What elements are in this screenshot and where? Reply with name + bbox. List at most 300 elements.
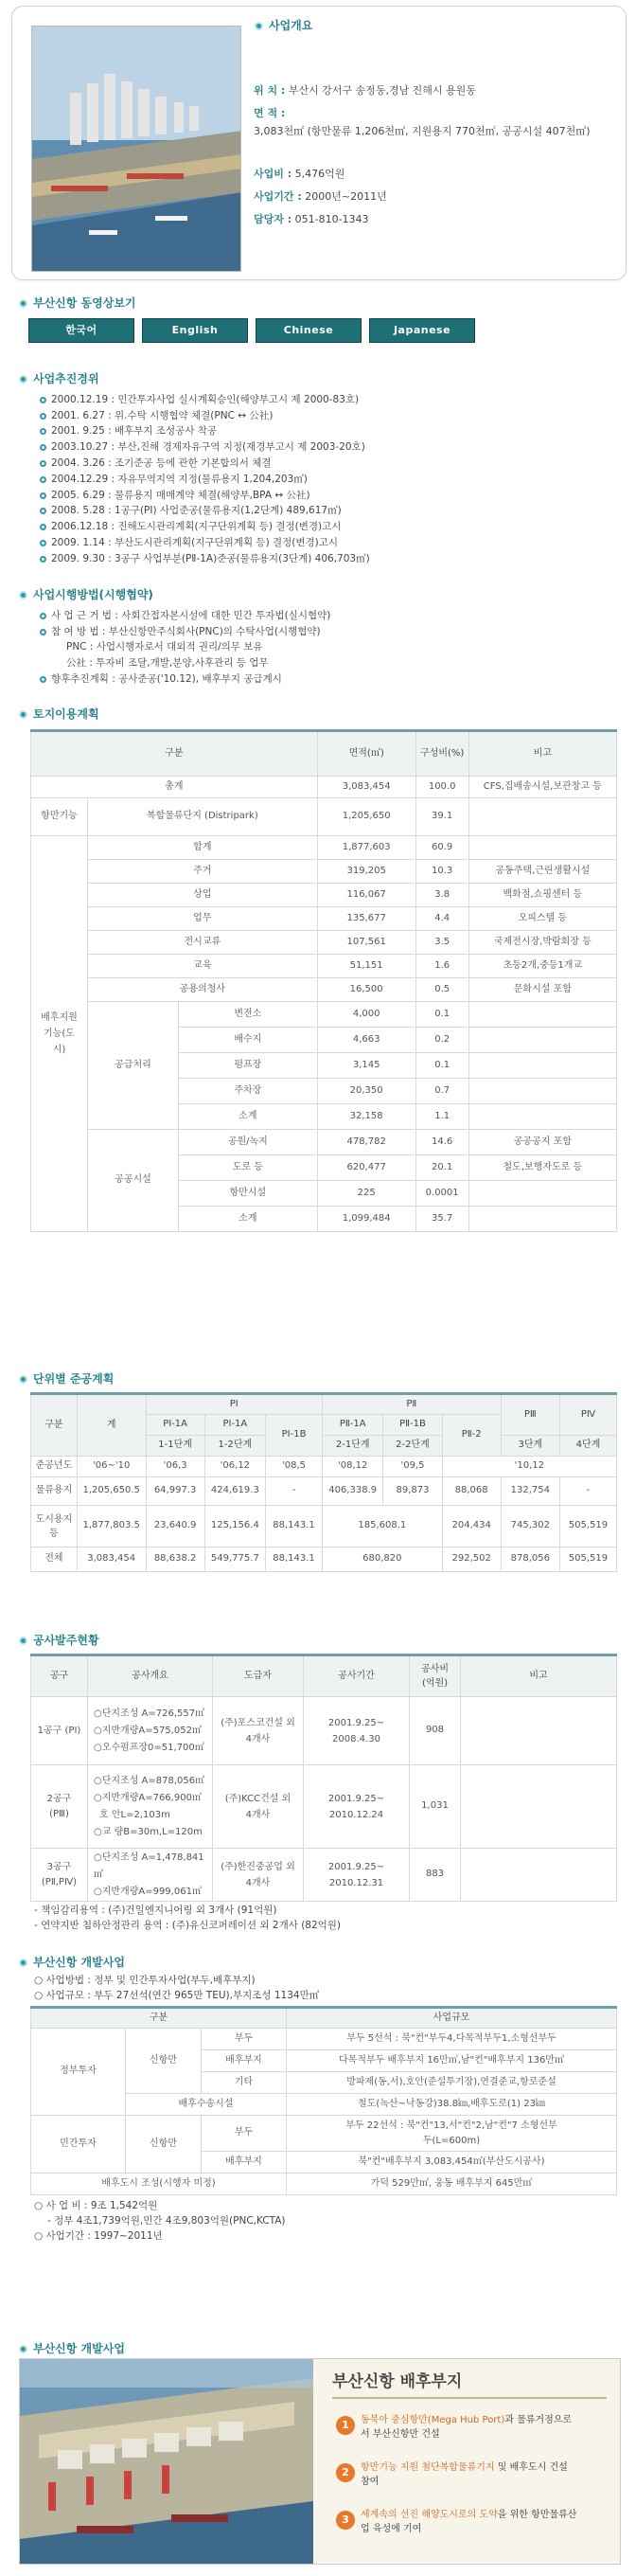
cell: 방파제(동,서),호안(준설투기장),연결준교,항로준설 bbox=[287, 2072, 617, 2094]
port-aerial-image bbox=[32, 27, 241, 272]
list-dot-icon bbox=[40, 476, 46, 483]
cell: 478,782 bbox=[317, 1130, 415, 1155]
cell: 1,205,650 bbox=[317, 798, 415, 836]
note-line: - 책임감리용역 : (주)건일엔지니어링 외 3개사 (91억원) bbox=[34, 1905, 277, 1916]
banner-divider bbox=[332, 2397, 607, 2399]
col-header: 3단계 bbox=[501, 1436, 559, 1457]
cell: 배후지원기능(도시) bbox=[31, 836, 88, 1232]
overview-location: 위 치 : 부산시 강서구 송정동,경남 진해시 용원동 bbox=[254, 84, 476, 97]
cell: 88,638.2 bbox=[146, 1547, 204, 1572]
summary-line: ○ 사 업 비 : 9조 1,542억원 bbox=[34, 2200, 158, 2211]
cell: 20,350 bbox=[317, 1079, 415, 1104]
cell bbox=[461, 1849, 617, 1902]
cell bbox=[468, 1207, 616, 1232]
cell: 주거 bbox=[88, 860, 318, 884]
phase-title: 단위별 준공계획 bbox=[19, 1371, 114, 1387]
cell: 35.7 bbox=[415, 1207, 468, 1232]
overview-cost: 사업비 : 5,476억원 bbox=[254, 168, 345, 180]
list-dot-icon bbox=[40, 508, 46, 514]
col-header: 비고 bbox=[468, 731, 616, 777]
cell: 배후도시 조성(시행자 미정) bbox=[31, 2174, 287, 2195]
cell: 4,000 bbox=[317, 1002, 415, 1028]
table-row bbox=[31, 1506, 617, 1547]
list-dot-icon bbox=[40, 613, 46, 619]
history-item: 2003.10.27 : 부산,진해 경제자유구역 지정(재경부고시 제 2003-20호) bbox=[40, 439, 370, 456]
overview-contact: 담당자 : 051-810-1343 bbox=[254, 213, 369, 225]
cell: 1,877,803.5 bbox=[77, 1506, 146, 1547]
history-item: 2006.12.18 : 진해도시관리계획(지구단위계획 등) 결정(변경)고시 bbox=[40, 519, 370, 535]
overview-area: 3,083천㎡ (항만물류 1,206천㎡, 지원용지 770천㎡, 공공시설 407천㎡) bbox=[254, 125, 591, 137]
summary-line: ○ 사업규모 : 부두 27선석(연간 965만 TEU),부지조성 1134만㎡ bbox=[34, 1990, 320, 2001]
col-header: 1-2단계 bbox=[204, 1436, 265, 1457]
cell: 초등2개,중등1개교 bbox=[468, 955, 616, 978]
cell: 부두 bbox=[202, 2029, 287, 2050]
history-title: 사업추진경위 bbox=[19, 371, 99, 387]
list-dot-icon bbox=[40, 629, 46, 635]
cell bbox=[88, 1697, 213, 1765]
history-item: 2008. 5.28 : 1공구(PI) 사업준공(물류용지(1,2단계) 489,617㎡) bbox=[40, 504, 370, 520]
desc-line: ○오수펌프장0=51,700㎡ bbox=[94, 1742, 204, 1753]
cell: 기타 bbox=[202, 2072, 287, 2094]
cell bbox=[468, 798, 616, 836]
overview-card bbox=[11, 6, 627, 280]
section-bullet-icon bbox=[255, 22, 263, 30]
cell: 0.2 bbox=[415, 1028, 468, 1053]
table-row bbox=[31, 2029, 617, 2050]
cell: 3,145 bbox=[317, 1053, 415, 1079]
cell: 424,619.3 bbox=[204, 1477, 265, 1506]
newport-summary bbox=[34, 1974, 319, 2004]
cell: 3공구 (PⅡ,PⅣ) bbox=[31, 1849, 88, 1902]
cell: 부두 bbox=[202, 2116, 287, 2152]
cell: 88,143.1 bbox=[266, 1547, 323, 1572]
cell: 132,754 bbox=[501, 1477, 559, 1506]
table-row bbox=[31, 1697, 617, 1765]
cell: 319,205 bbox=[317, 860, 415, 884]
table-row bbox=[31, 978, 617, 1002]
list-dot-icon bbox=[40, 444, 46, 451]
cell: 745,302 bbox=[501, 1506, 559, 1547]
cell: '09,5 bbox=[383, 1457, 442, 1477]
cell: 20.1 bbox=[415, 1155, 468, 1181]
col-header: 구분 bbox=[31, 2008, 287, 2029]
cell: 공원/녹지 bbox=[179, 1130, 318, 1155]
table-row bbox=[31, 777, 617, 798]
cell: 도로 등 bbox=[179, 1155, 318, 1181]
summary-line: - 정부 4조1,739억원,민간 4조9,803억원(PNC,KCTA) bbox=[47, 2215, 286, 2227]
newport-table bbox=[30, 2006, 617, 2195]
cell: 505,519 bbox=[559, 1506, 616, 1547]
col-header: 구성비(%) bbox=[415, 731, 468, 777]
table-row bbox=[31, 1849, 617, 1902]
col-header: 공사기간 bbox=[304, 1655, 410, 1697]
method-item: 향후추진계획 : 공사준공('10.12), 배후부지 공급계시 bbox=[40, 671, 330, 688]
cell: 100.0 bbox=[415, 777, 468, 798]
col-header: 계 bbox=[77, 1394, 146, 1457]
cell: (주)KCC건설 외 4개사 bbox=[213, 1765, 304, 1849]
cell: 항만기능 bbox=[31, 798, 88, 836]
col-header: PⅣ bbox=[559, 1394, 616, 1436]
list-dot-icon bbox=[40, 540, 46, 546]
method-item: 참 여 방 법 : 부산신항만주식회사(PNC)의 수탁사업(시행협약) bbox=[40, 624, 330, 640]
cell: 505,519 bbox=[559, 1547, 616, 1572]
cell: 공급처리 bbox=[88, 1002, 179, 1130]
cell: 소계 bbox=[179, 1207, 318, 1232]
cell: 3.5 bbox=[415, 931, 468, 955]
cell: 51,151 bbox=[317, 955, 415, 978]
cell: 오피스텔 등 bbox=[468, 907, 616, 931]
cell: 1.6 bbox=[415, 955, 468, 978]
cell: 185,608.1 bbox=[323, 1506, 443, 1547]
cell bbox=[468, 1104, 616, 1130]
banner-item: 항만기능 지원 첨단복합물류기지 및 배후도시 건설 참여 bbox=[361, 2462, 568, 2487]
cell: 883 bbox=[410, 1849, 461, 1902]
col-header: 구분 bbox=[31, 1394, 78, 1457]
cell: 철도(녹산~낙동강)38.8㎞,배후도로(1) 23㎞ bbox=[287, 2094, 617, 2116]
cell: 0.1 bbox=[415, 1053, 468, 1079]
cell: 3,083,454 bbox=[77, 1547, 146, 1572]
note-line: - 연약지반 침하안정관리 용역 : (주)유신코퍼레이션 외 2개사 (82억원) bbox=[34, 1920, 342, 1931]
cell: 2공구 (PⅢ) bbox=[31, 1765, 88, 1849]
cell: 배후수송시설 bbox=[126, 2094, 287, 2116]
history-item: 2005. 6.29 : 물류용지 매매계약 체결(해양부,BPA ↔ 公社) bbox=[40, 488, 370, 504]
cell: 부두 5선석 : 북"컨"부두4,다목적부두1,소형선부두 bbox=[287, 2029, 617, 2050]
history-item: 2004. 3.26 : 조기준공 등에 관한 기본합의서 체결 bbox=[40, 456, 370, 472]
cell: 406,338.9 bbox=[323, 1477, 383, 1506]
cell: 878,056 bbox=[501, 1547, 559, 1572]
section-bullet-icon bbox=[19, 1959, 27, 1967]
cell: 4.4 bbox=[415, 907, 468, 931]
col-header: 공사개요 bbox=[88, 1655, 213, 1697]
cell: 백화점,쇼핑센터 등 bbox=[468, 884, 616, 907]
table-header-row bbox=[31, 1394, 617, 1415]
cell: 준공년도 bbox=[31, 1457, 78, 1477]
land-title: 토지이용계획 bbox=[19, 707, 99, 723]
overview-period: 사업기간 : 2000년~2011년 bbox=[254, 190, 387, 203]
cell: 상업 bbox=[88, 884, 318, 907]
cell: 도시용지등 bbox=[31, 1506, 78, 1547]
cell: - bbox=[266, 1477, 323, 1506]
col-header: PⅠ-1B bbox=[266, 1415, 323, 1457]
cell bbox=[468, 1181, 616, 1207]
history-item: 2004.12.29 : 자유무역지역 지정(물류용지 1,204,203㎡) bbox=[40, 472, 370, 488]
desc-line: ○단지조성 A=1,478,841㎡ bbox=[94, 1852, 204, 1880]
cell bbox=[468, 1079, 616, 1104]
col-header: 도급자 bbox=[213, 1655, 304, 1697]
section-bullet-icon bbox=[19, 591, 27, 599]
cell: 공용의청사 bbox=[88, 978, 318, 1002]
cell: 10.3 bbox=[415, 860, 468, 884]
cell: 물류용지 bbox=[31, 1477, 78, 1506]
col-header: 면적(㎡) bbox=[317, 731, 415, 777]
section-bullet-icon bbox=[19, 375, 27, 384]
cell: - bbox=[559, 1477, 616, 1506]
col-header: 공사비(억원) bbox=[410, 1655, 461, 1697]
cell: '06~'10 bbox=[77, 1457, 146, 1477]
cell: '06,3 bbox=[146, 1457, 204, 1477]
cell bbox=[468, 836, 616, 860]
cell: 116,067 bbox=[317, 884, 415, 907]
table-row bbox=[31, 798, 617, 836]
cell: 총계 bbox=[31, 777, 318, 798]
table-row bbox=[31, 1477, 617, 1506]
method-item: 사 업 근 거 법 : 사회간접자본시설에 대한 민간 투자법(실시협약) bbox=[40, 608, 330, 624]
cell: 배후부지 bbox=[202, 2050, 287, 2072]
cell: 1,877,603 bbox=[317, 836, 415, 860]
col-header: PⅠ-1A bbox=[146, 1415, 204, 1436]
col-header: 2-2단계 bbox=[383, 1436, 442, 1457]
table-row bbox=[31, 931, 617, 955]
list-dot-icon bbox=[40, 524, 46, 530]
desc-line: ○지반개량A=999,061㎡ bbox=[94, 1886, 202, 1897]
cell: 복합물류단지 (Distripark) bbox=[88, 798, 318, 836]
cell: 60.9 bbox=[415, 836, 468, 860]
cell: 전시교류 bbox=[88, 931, 318, 955]
cell: 292,502 bbox=[442, 1547, 501, 1572]
cell bbox=[468, 1028, 616, 1053]
cell: 펌프장 bbox=[179, 1053, 318, 1079]
cell: '08,12 bbox=[323, 1457, 383, 1477]
section-bullet-icon bbox=[19, 299, 27, 308]
cell: 배후부지 bbox=[202, 2152, 287, 2174]
cell: 0.7 bbox=[415, 1079, 468, 1104]
video-english-button[interactable]: English bbox=[142, 318, 248, 343]
cell: 문화시설 포함 bbox=[468, 978, 616, 1002]
table-row bbox=[31, 955, 617, 978]
history-item: 2001. 6.27 : 위.수탁 시행협약 체결(PNC ↔ 公社) bbox=[40, 408, 370, 424]
section-bullet-icon bbox=[19, 1375, 27, 1384]
video-japanese-button[interactable]: Japanese bbox=[369, 318, 475, 343]
summary-line: ○ 사업기간 : 1997~2011년 bbox=[34, 2230, 163, 2242]
cell: 0.0001 bbox=[415, 1181, 468, 1207]
cell: 부두 22선석 : 북"컨"13,서"컨"2,남"컨"7 소형선부두(L=600m) bbox=[287, 2116, 617, 2152]
overview-area-label-row: 면 적 : bbox=[254, 107, 286, 119]
list-dot-icon bbox=[40, 676, 46, 683]
section-bullet-icon bbox=[19, 2345, 27, 2353]
cell: 배수지 bbox=[179, 1028, 318, 1053]
cell: 1.1 bbox=[415, 1104, 468, 1130]
overview-title: 사업개요 bbox=[255, 18, 312, 34]
history-item: 2009. 9.30 : 3공구 사업부분(PⅡ-1A)준공(물류용지(3단계) 406,703㎡) bbox=[40, 551, 370, 567]
method-subitem: 公社 : 투자비 조달,개발,분양,사후관리 등 업무 bbox=[66, 657, 269, 670]
table-row bbox=[31, 1547, 617, 1572]
cell: '10,12 bbox=[442, 1457, 616, 1477]
cell bbox=[461, 1765, 617, 1849]
table-row bbox=[31, 2174, 617, 2195]
newport-banner bbox=[19, 2358, 621, 2565]
cell: 공동주택,근린생활시설 bbox=[468, 860, 616, 884]
col-header: 2-1단계 bbox=[323, 1436, 383, 1457]
cell: 88,068 bbox=[442, 1477, 501, 1506]
phase-table bbox=[30, 1392, 617, 1572]
col-header: PⅠ-1A bbox=[204, 1415, 265, 1436]
cell: 0.5 bbox=[415, 978, 468, 1002]
cell: '06,12 bbox=[204, 1457, 265, 1477]
cell: 225 bbox=[317, 1181, 415, 1207]
col-header: PⅢ bbox=[501, 1394, 559, 1436]
col-header: PⅡ-1B bbox=[383, 1415, 442, 1436]
order-title: 공사발주현황 bbox=[19, 1633, 99, 1649]
cell: 125,156.4 bbox=[204, 1506, 265, 1547]
cell bbox=[461, 1697, 617, 1765]
col-header: 1-1단계 bbox=[146, 1436, 204, 1457]
cell: 204,434 bbox=[442, 1506, 501, 1547]
table-row bbox=[31, 1765, 617, 1849]
cell: 신항만 bbox=[126, 2116, 202, 2174]
cell: 공공시설 bbox=[88, 1130, 179, 1232]
method-title: 사업시행방법(시행협약) bbox=[19, 587, 153, 603]
table-row bbox=[31, 1457, 617, 1477]
cell: 1,031 bbox=[410, 1765, 461, 1849]
banner-number-badge: 2 bbox=[336, 2463, 355, 2482]
cell: 철도,보행자도로 등 bbox=[468, 1155, 616, 1181]
cell: 3,083,454 bbox=[317, 777, 415, 798]
table-row bbox=[31, 836, 617, 860]
method-list bbox=[40, 608, 330, 688]
cell: 549,775.7 bbox=[204, 1547, 265, 1572]
desc-line: ○단지조성 A=726,557㎡ bbox=[94, 1708, 205, 1719]
cell: 공공공지 포함 bbox=[468, 1130, 616, 1155]
banner-number-badge: 1 bbox=[336, 2416, 355, 2435]
list-dot-icon bbox=[40, 492, 46, 499]
cell: 14.6 bbox=[415, 1130, 468, 1155]
banner-heading: 부산신항 배후부지 bbox=[332, 2372, 463, 2391]
list-dot-icon bbox=[40, 428, 46, 435]
table-row bbox=[31, 860, 617, 884]
cell: 23,640.9 bbox=[146, 1506, 204, 1547]
newport-title: 부산신항 개발사업 bbox=[19, 1955, 125, 1971]
cell: 32,158 bbox=[317, 1104, 415, 1130]
cell: 교육 bbox=[88, 955, 318, 978]
section-bullet-icon bbox=[19, 710, 27, 719]
cell: '08,5 bbox=[266, 1457, 323, 1477]
table-row bbox=[31, 2116, 617, 2152]
cell: 신항만 bbox=[126, 2029, 202, 2094]
list-dot-icon bbox=[40, 413, 46, 420]
cell: 2001.9.25~ 2008.4.30 bbox=[304, 1697, 410, 1765]
cell: 합계 bbox=[88, 836, 318, 860]
table-row bbox=[31, 1002, 617, 1028]
video-title: 부산신항 동영상보기 bbox=[19, 295, 136, 312]
table-row bbox=[31, 907, 617, 931]
cell: 908 bbox=[410, 1697, 461, 1765]
desc-line: 호 안L=2,103m bbox=[99, 1809, 170, 1820]
newport-bottom bbox=[34, 2199, 286, 2245]
col-header: PⅡ-1A bbox=[323, 1415, 383, 1436]
cell: 680,820 bbox=[323, 1547, 443, 1572]
cell: 민간투자 bbox=[31, 2116, 126, 2174]
overview-photo bbox=[31, 26, 241, 272]
col-header: PⅠ bbox=[146, 1394, 323, 1415]
list-dot-icon bbox=[40, 397, 46, 403]
desc-line: ○지반개량A=575,052㎡ bbox=[94, 1725, 202, 1736]
cell: 1,099,484 bbox=[317, 1207, 415, 1232]
method-subitem: PNC : 사업시행자로서 대외적 권리/의무 보유 bbox=[66, 641, 263, 653]
cell: 4,663 bbox=[317, 1028, 415, 1053]
banner-section-title: 부산신항 개발사업 bbox=[19, 2341, 125, 2357]
cell: CFS,집배송시설,보관창고 등 bbox=[468, 777, 616, 798]
cell: 16,500 bbox=[317, 978, 415, 1002]
cell: 주차장 bbox=[179, 1079, 318, 1104]
cell: 39.1 bbox=[415, 798, 468, 836]
cell: 2001.9.25~ 2010.12.24 bbox=[304, 1765, 410, 1849]
order-table bbox=[30, 1654, 617, 1902]
table-row bbox=[31, 884, 617, 907]
cell bbox=[468, 1053, 616, 1079]
history-item: 2009. 1.14 : 부산도시관리계획(지구단위계획 등) 결정(변경)고시 bbox=[40, 535, 370, 551]
cell bbox=[468, 1002, 616, 1028]
cell: 업무 bbox=[88, 907, 318, 931]
col-header: 4단계 bbox=[559, 1436, 616, 1457]
history-item: 2001. 9.25 : 배후부지 조성공사 착공 bbox=[40, 424, 370, 440]
col-header: 구분 bbox=[31, 731, 318, 777]
cell: 항만시설 bbox=[179, 1181, 318, 1207]
cell: 1,205,650.5 bbox=[77, 1477, 146, 1506]
cell: 107,561 bbox=[317, 931, 415, 955]
table-header-row bbox=[31, 731, 617, 777]
video-korean-button[interactable]: 한국어 bbox=[28, 318, 134, 343]
cell: 89,873 bbox=[383, 1477, 442, 1506]
history-list bbox=[40, 392, 370, 567]
col-header: PⅡ-2 bbox=[442, 1415, 501, 1457]
cell: 북"컨"배후부지 3,083,454㎡(부산도시공사) bbox=[287, 2152, 617, 2174]
cell: 국제전시장,박람회장 등 bbox=[468, 931, 616, 955]
col-header: 공구 bbox=[31, 1655, 88, 1697]
cell: 변전소 bbox=[179, 1002, 318, 1028]
cell: 3.8 bbox=[415, 884, 468, 907]
cell: 다목적부두 배후부지 16만㎡,남"컨"배후부지 136만㎡ bbox=[287, 2050, 617, 2072]
desc-line: ○단지조성 A=878,056㎡ bbox=[94, 1775, 205, 1786]
table-header-row bbox=[31, 1655, 617, 1697]
banner-item: 세계속의 선진 해양도시로의 도약을 위한 항만물류산업 육성에 기여 bbox=[361, 2510, 577, 2534]
table-header-row bbox=[31, 2008, 617, 2029]
cell: 정부투자 bbox=[31, 2029, 126, 2116]
order-notes bbox=[34, 1904, 341, 1934]
desc-line: ○교 량B=30m,L=120m bbox=[94, 1826, 203, 1837]
cell: 소계 bbox=[179, 1104, 318, 1130]
banner-number-badge: 3 bbox=[336, 2511, 355, 2530]
cell: 620,477 bbox=[317, 1155, 415, 1181]
cell: 64,997.3 bbox=[146, 1477, 204, 1506]
cell: (주)포스코건설 외 4개사 bbox=[213, 1697, 304, 1765]
desc-line: ○지반개량A=766,900㎡ bbox=[94, 1792, 202, 1803]
col-header: PⅡ bbox=[323, 1394, 502, 1415]
history-item: 2000.12.19 : 민간투자사업 실시계획승인(해양부고시 제 2000-83호) bbox=[40, 392, 370, 408]
cell: 88,143.1 bbox=[266, 1506, 323, 1547]
banner-port-image bbox=[20, 2359, 313, 2564]
col-header: 비고 bbox=[461, 1655, 617, 1697]
cell: 0.1 bbox=[415, 1002, 468, 1028]
cell: 1공구 (PⅠ) bbox=[31, 1697, 88, 1765]
list-dot-icon bbox=[40, 556, 46, 563]
cell bbox=[88, 1765, 213, 1849]
cell: 2001.9.25~ 2010.12.31 bbox=[304, 1849, 410, 1902]
cell: (주)한진중공업 외 4개사 bbox=[213, 1849, 304, 1902]
col-header: 사업규모 bbox=[287, 2008, 617, 2029]
summary-line: ○ 사업방법 : 정부 및 민간투자사업(부두,배후부지) bbox=[34, 1975, 256, 1986]
video-chinese-button[interactable]: Chinese bbox=[256, 318, 362, 343]
cell: 135,677 bbox=[317, 907, 415, 931]
port-illustration-image bbox=[20, 2359, 313, 2564]
cell bbox=[88, 1849, 213, 1902]
banner-item: 동북아 중심항만(Mega Hub Port)과 물류거점으로서 부산신항만 건설 bbox=[361, 2415, 573, 2440]
cell: 전체 bbox=[31, 1547, 78, 1572]
section-bullet-icon bbox=[19, 1637, 27, 1645]
cell: 가덕 529만㎡, 웅동 배후부지 645만㎡ bbox=[287, 2174, 617, 2195]
list-dot-icon bbox=[40, 460, 46, 467]
land-use-table bbox=[30, 729, 617, 1232]
table-row bbox=[31, 1130, 617, 1155]
